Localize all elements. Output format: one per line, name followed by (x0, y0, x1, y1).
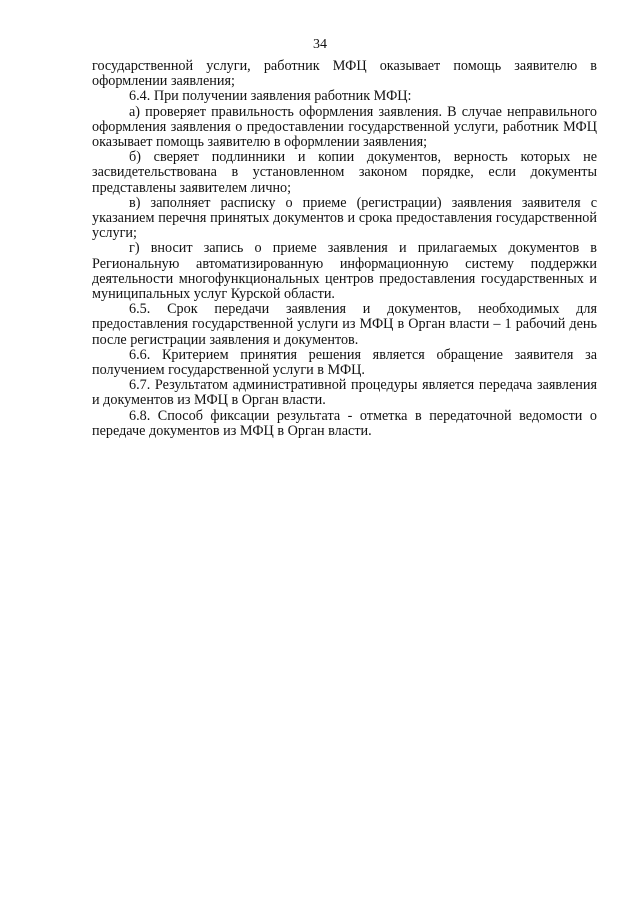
paragraph-6-8: 6.8. Способ фиксации результата - отметка в передаточной ведомости о передаче документов из МФЦ в Орган власти. (92, 407, 597, 439)
paragraph-6-7: 6.7. Результатом административной процедуры является передача заявления и документов из МФЦ в Орган власти. (92, 377, 597, 409)
paragraph-6-4-g: г) вносит запись о приеме заявления и прилагаемых документов в Региональную автоматизированную информационную систему поддержки деятельности многофункциональных центров предоставления государственных и муниципальных услуг Курской области. (92, 240, 597, 303)
paragraph-6-6: 6.6. Критерием принятия решения является обращение заявителя за получением государственной услуги в МФЦ. (92, 346, 597, 379)
paragraph-6-4-a: а) проверяет правильность оформления заявления. В случае неправильного оформления заявления о предоставлении государственной услуги, работник МФЦ оказывает помощь заявителю в оформлении заявления; (92, 103, 597, 151)
paragraph-6-4-v: в) заполняет расписку о приеме (регистрации) заявления заявителя с указанием перечня принятых документов и срока предоставления государственной услуги; (92, 194, 597, 242)
paragraph-6-4: 6.4. При получении заявления работник МФЦ: (129, 88, 412, 105)
page-number: 34 (313, 37, 327, 52)
document-body (92, 59, 597, 439)
paragraph-6-4-b: б) сверяет подлинники и копии документов, верность которых не засвидетельствована в установленном законом порядке, если документы представлены заявителем лично; (92, 149, 597, 196)
paragraph-6-5: 6.5. Срок передачи заявления и документов, необходимых для предоставления государственной услуги из МФЦ в Орган власти – 1 рабочий день после регистрации заявления и документов. (92, 301, 597, 348)
paragraph-continuation: государственной услуги, работник МФЦ оказывает помощь заявителю в оформлении заявления; (92, 58, 597, 90)
